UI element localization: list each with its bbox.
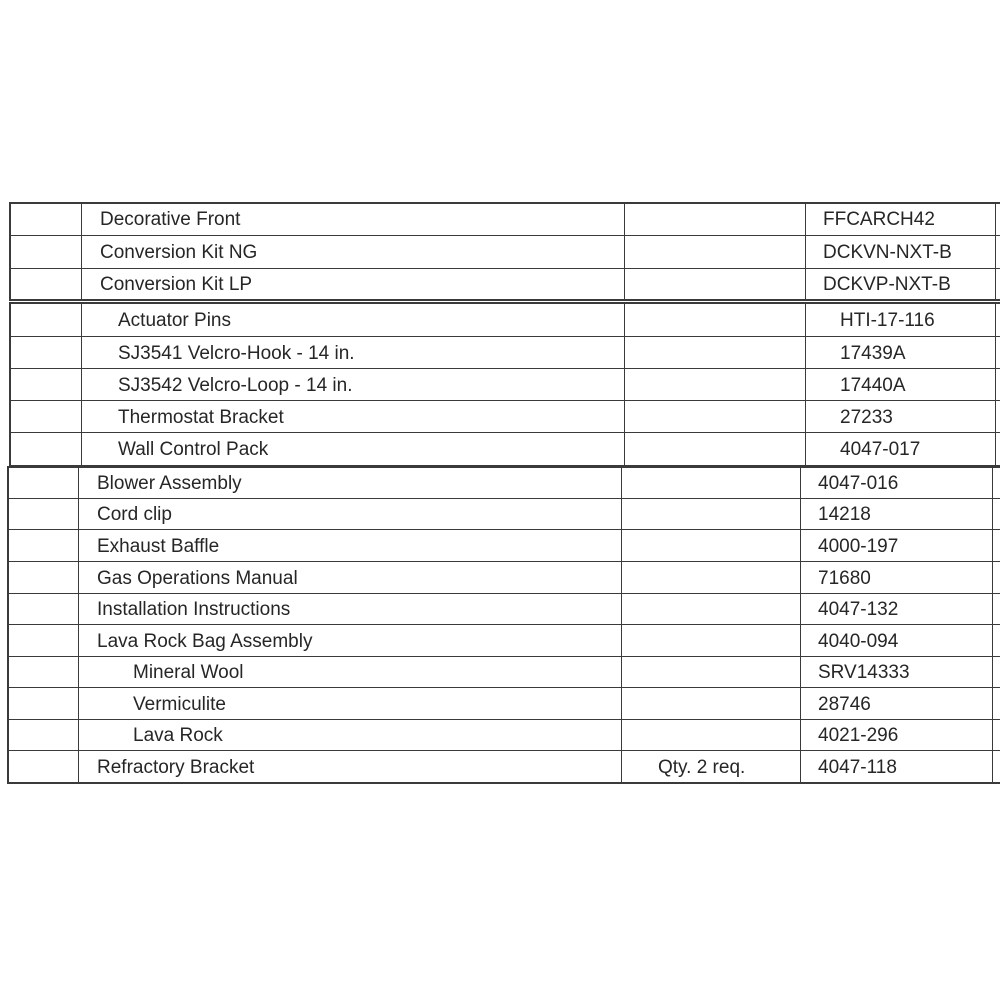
table-row-divider xyxy=(7,782,1000,784)
table-row xyxy=(0,657,1000,688)
table-row-divider xyxy=(9,299,1000,301)
table-row xyxy=(0,530,1000,562)
table-row xyxy=(0,433,1000,466)
part-description: Conversion Kit NG xyxy=(100,242,258,263)
part-description: SJ3541 Velcro-Hook - 14 in. xyxy=(118,342,355,364)
table-row xyxy=(0,369,1000,401)
table-row xyxy=(0,625,1000,657)
part-number: DCKVP-NXT-B xyxy=(823,274,951,295)
table-column-divider xyxy=(992,467,993,783)
part-quantity-note xyxy=(634,337,801,369)
part-quantity-note xyxy=(634,369,801,401)
table-column-divider xyxy=(995,303,996,466)
table-row xyxy=(0,594,1000,625)
part-description: Exhaust Baffle xyxy=(97,535,220,557)
part-quantity-note xyxy=(658,688,796,720)
table-column-divider xyxy=(800,467,801,783)
part-description: Decorative Front xyxy=(100,209,241,230)
part-quantity-note xyxy=(634,269,801,300)
part-quantity-note xyxy=(658,562,796,594)
part-description: Thermostat Bracket xyxy=(118,406,284,428)
table-column-divider xyxy=(7,467,9,783)
part-number: 4021-296 xyxy=(818,725,899,746)
part-quantity-note: Qty. 2 req. xyxy=(658,756,746,778)
part-number: 4040-094 xyxy=(818,630,899,652)
table-row xyxy=(0,401,1000,433)
part-number: 71680 xyxy=(818,567,871,589)
part-description: Cord clip xyxy=(97,504,172,525)
part-description: Mineral Wool xyxy=(133,662,244,683)
table-column-divider xyxy=(805,203,806,300)
part-quantity-note xyxy=(634,303,801,337)
part-description: Conversion Kit LP xyxy=(100,274,253,295)
table-column-divider xyxy=(81,203,82,300)
part-quantity-note xyxy=(658,467,796,499)
table-column-divider xyxy=(9,303,11,466)
part-number: 4047-132 xyxy=(818,599,899,620)
part-description: Refractory Bracket xyxy=(97,756,255,778)
table-row xyxy=(0,751,1000,783)
part-number: 4047-017 xyxy=(840,439,921,460)
part-description: Blower Assembly xyxy=(97,472,242,494)
part-description: Actuator Pins xyxy=(118,309,231,331)
part-quantity-note xyxy=(658,594,796,625)
part-quantity-note xyxy=(634,433,801,466)
part-quantity-note xyxy=(658,657,796,688)
part-description: Lava Rock Bag Assembly xyxy=(97,630,313,652)
part-description: Installation Instructions xyxy=(97,599,291,620)
part-number: 4047-118 xyxy=(818,756,897,778)
table-row xyxy=(0,337,1000,369)
table-column-divider xyxy=(995,203,996,300)
table-column-divider xyxy=(624,203,625,300)
table-row xyxy=(0,499,1000,530)
part-quantity-note xyxy=(658,499,796,530)
part-description: SJ3542 Velcro-Loop - 14 in. xyxy=(118,374,353,396)
table-column-divider xyxy=(9,203,11,300)
part-quantity-note xyxy=(658,720,796,751)
table-column-divider xyxy=(621,467,622,783)
table-row xyxy=(0,688,1000,720)
part-description: Gas Operations Manual xyxy=(97,567,298,589)
part-number: SRV14333 xyxy=(818,662,910,683)
part-number: 17440A xyxy=(840,374,906,396)
table-column-divider xyxy=(81,303,82,466)
part-number: 28746 xyxy=(818,693,871,715)
part-number: FFCARCH42 xyxy=(823,209,935,230)
part-number: 27233 xyxy=(840,406,893,428)
table-row xyxy=(0,467,1000,499)
part-quantity-note xyxy=(658,530,796,562)
part-quantity-note xyxy=(658,625,796,657)
part-quantity-note xyxy=(634,236,801,269)
table-row xyxy=(0,303,1000,337)
table-column-divider xyxy=(805,303,806,466)
table-column-divider xyxy=(78,467,79,783)
table-row xyxy=(0,562,1000,594)
table-row xyxy=(0,269,1000,300)
part-quantity-note xyxy=(634,401,801,433)
part-description: Lava Rock xyxy=(133,725,223,746)
part-quantity-note xyxy=(634,203,801,236)
table-row xyxy=(0,203,1000,236)
table-column-divider xyxy=(624,303,625,466)
part-number: DCKVN-NXT-B xyxy=(823,242,952,263)
part-number: HTI-17-116 xyxy=(840,309,935,331)
part-number: 4000-197 xyxy=(818,535,899,557)
table-row xyxy=(0,720,1000,751)
part-number: 17439A xyxy=(840,342,906,364)
part-description: Wall Control Pack xyxy=(118,439,269,460)
part-number: 4047-016 xyxy=(818,472,899,494)
part-number: 14218 xyxy=(818,504,871,525)
part-description: Vermiculite xyxy=(133,693,226,715)
table-row xyxy=(0,236,1000,269)
